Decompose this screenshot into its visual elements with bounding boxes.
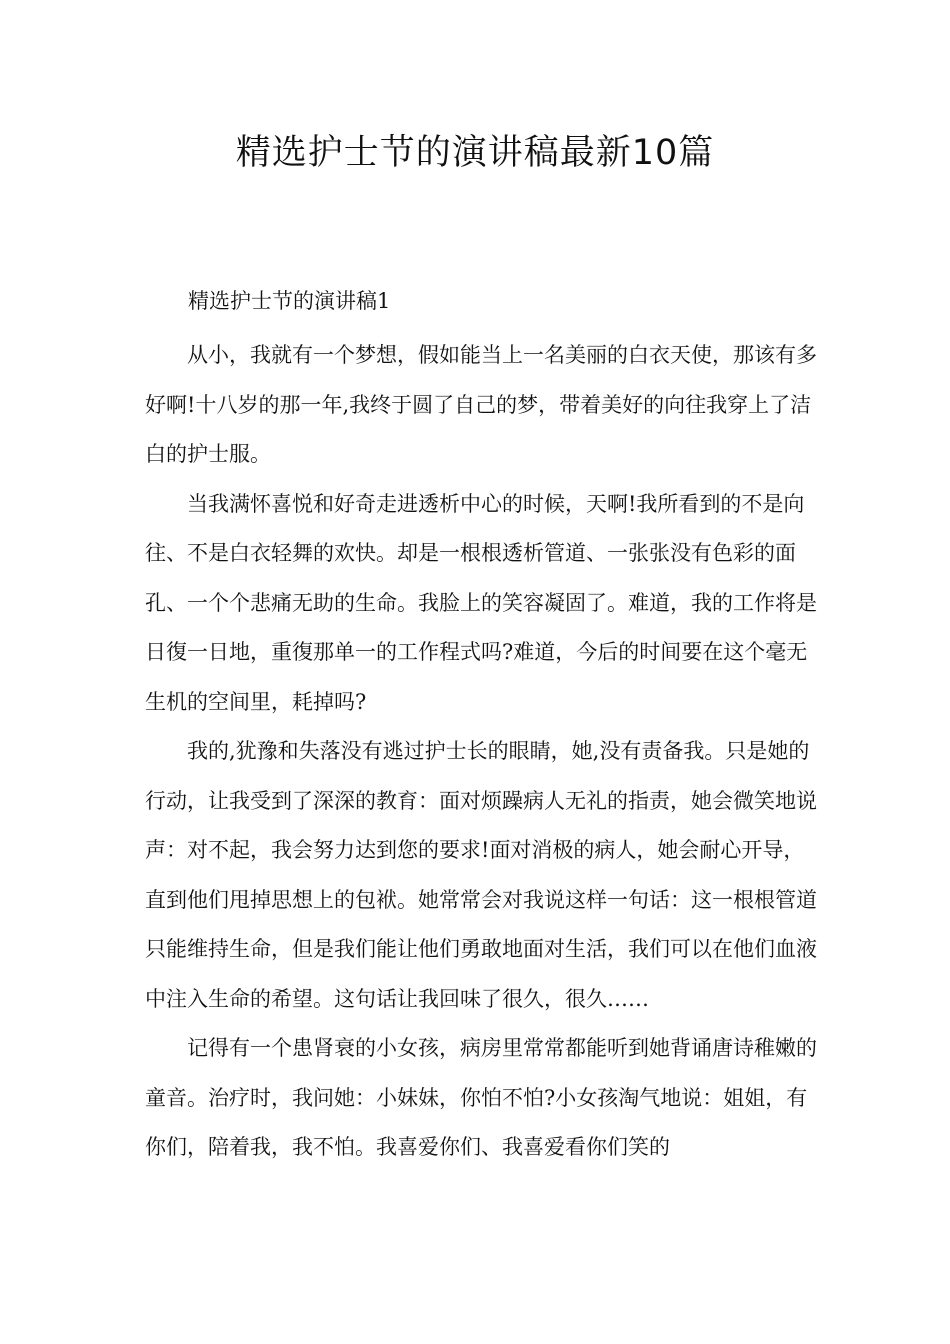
- paragraph: 从小，我就有一个梦想，假如能当上一名美丽的白衣天使，那该有多好啊!十八岁的那一年,我终于圆了自己的梦，带着美好的向往我穿上了洁白的护士服。: [145, 343, 817, 466]
- section-heading: 精选护士节的演讲稿1: [188, 289, 391, 313]
- document-body: [145, 281, 825, 1173]
- paragraph: 记得有一个患肾衰的小女孩，病房里常常都能听到她背诵唐诗稚嫩的童音。治疗时，我问她：小妹妹，你怕不怕?小女孩淘气地说：姐姐，有你们，陪着我，我不怕。我喜爱你们、我喜爱看你们笑的: [145, 1036, 817, 1159]
- document-title: 精选护士节的演讲稿最新10篇: [235, 133, 715, 173]
- paragraph: 我的,犹豫和失落没有逃过护士长的眼睛，她,没有责备我。只是她的行动，让我受到了深深的教育：面对烦躁病人无礼的指责，她会微笑地说声：对不起，我会努力达到您的要求!面对消极的病人，她会耐心开导，直到他们甩掉思想上的包袱。她常常会对我说这样一句话：这一根根管道只能维持生命，但是我们能让他们勇敢地面对生活，我们可以在他们血液中注入生命的希望。这句话让我回味了很久，很久……: [145, 739, 817, 1011]
- paragraph: 当我满怀喜悦和好奇走进透析中心的时候，天啊!我所看到的不是向往、不是白衣轻舞的欢快。却是一根根透析管道、一张张没有色彩的面孔、一个个悲痛无助的生命。我脸上的笑容凝固了。难道，我的工作将是日復一日地，重復那单一的工作程式吗?难道，今后的时间要在这个毫无生机的空间里，耗掉吗?: [145, 491, 817, 714]
